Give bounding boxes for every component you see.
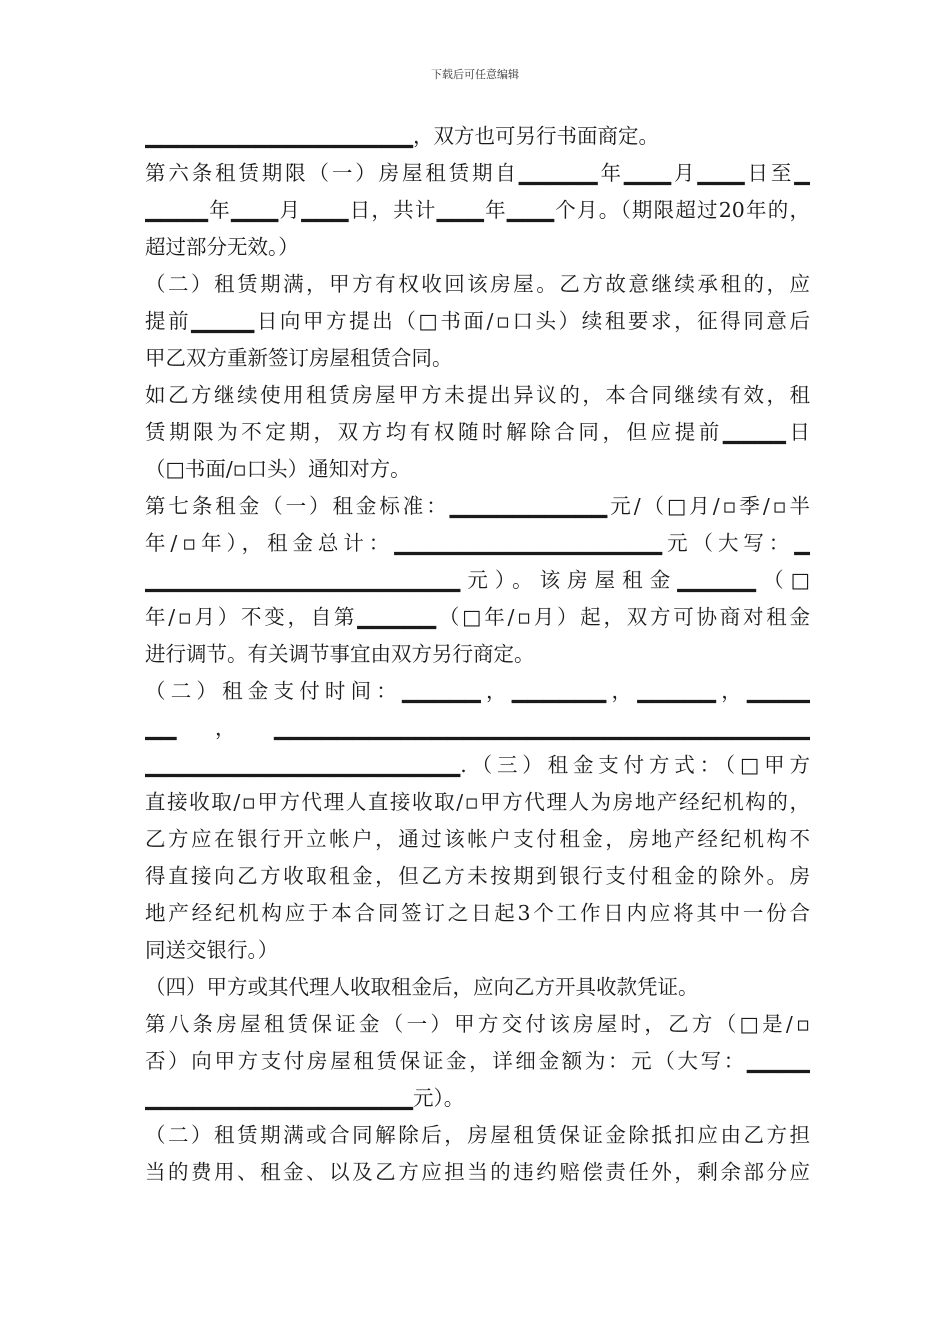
contract-line: 年/▫年），租金总计：▁▁▁▁▁▁▁▁▁▁▁▁▁▁▁▁▁元（大写：▁ bbox=[145, 531, 810, 555]
contract-line: （二）租金支付时间：▁▁▁▁▁，▁▁▁▁▁▁，▁▁▁▁▁，▁▁▁▁ bbox=[145, 679, 810, 703]
contract-line: ▁▁▁▁年▁▁▁月▁▁▁日，共计▁▁▁年▁▁▁个月。（期限超过20年的， bbox=[145, 198, 810, 222]
contract-line: 提前▁▁▁▁日向甲方提出（□书面/▫口头）续租要求，征得同意后 bbox=[145, 309, 810, 333]
contract-line: 第八条房屋租赁保证金（一）甲方交付该房屋时，乙方（□是/▫ bbox=[145, 1012, 810, 1036]
contract-line: （二）租赁期满或合同解除后，房屋租赁保证金除抵扣应由乙方担 bbox=[145, 1123, 810, 1147]
contract-line: 否）向甲方支付房屋租赁保证金，详细金额为：元（大写：▁▁▁▁ bbox=[145, 1049, 810, 1073]
contract-line: 地产经纪机构应于本合同签订之日起3个工作日内应将其中一份合 bbox=[145, 901, 810, 925]
contract-line: 第六条租赁期限（一）房屋租赁期自▁▁▁▁▁年▁▁▁月▁▁▁日至▁ bbox=[145, 161, 810, 185]
contract-line: 乙方应在银行开立帐户，通过该帐户支付租金，房地产经纪机构不 bbox=[145, 827, 810, 851]
contract-line: ▁▁▁▁▁▁▁▁▁▁▁▁▁▁▁▁▁元）。 bbox=[145, 1086, 465, 1110]
contract-line: 赁期限为不定期，双方均有权随时解除合同，但应提前▁▁▁▁日 bbox=[145, 420, 810, 444]
contract-line: （□书面/▫口头）通知对方。 bbox=[145, 457, 411, 481]
contract-line: ▁▁▁▁▁▁▁▁▁▁▁▁▁▁▁▁▁▁▁▁.（三）租金支付方式：（□甲方 bbox=[145, 753, 810, 777]
contract-line: 年/▫月）不变，自第▁▁▁▁▁（□年/▫月）起，双方可协商对租金 bbox=[145, 605, 810, 629]
contract-body bbox=[145, 118, 810, 1191]
contract-line: 当的费用、租金、以及乙方应担当的违约赔偿责任外，剩余部分应 bbox=[145, 1160, 810, 1184]
contract-line: 得直接向乙方收取租金，但乙方未按期到银行支付租金的除外。房 bbox=[145, 864, 810, 888]
contract-line: 直接收取/▫甲方代理人直接收取/▫甲方代理人为房地产经纪机构的， bbox=[145, 790, 810, 814]
contract-line: 甲乙双方重新签订房屋租赁合同。 bbox=[145, 346, 453, 370]
contract-line: ▁▁，▁▁▁▁▁▁▁▁▁▁▁▁▁▁▁▁▁▁▁▁▁▁▁▁▁▁▁▁▁▁▁▁▁▁ bbox=[145, 716, 810, 740]
page-header-note: 下载后可任意编辑 bbox=[431, 68, 519, 81]
contract-line: 第七条租金（一）租金标准：▁▁▁▁▁▁▁▁▁▁元/（□月/▫季/▫半 bbox=[145, 494, 810, 518]
contract-line: 如乙方继续使用租赁房屋甲方未提出异议的，本合同继续有效，租 bbox=[145, 383, 810, 407]
contract-line: （二）租赁期满，甲方有权收回该房屋。乙方故意继续承租的，应 bbox=[145, 272, 810, 296]
contract-line: ▁▁▁▁▁▁▁▁▁▁▁▁▁▁▁▁▁，双方也可另行书面商定。 bbox=[145, 124, 660, 148]
contract-line: （四）甲方或其代理人收取租金后，应向乙方开具收款凭证。 bbox=[145, 975, 699, 999]
contract-line: 同送交银行。） bbox=[145, 938, 279, 962]
contract-line: 进行调节。有关调节事宜由双方另行商定。 bbox=[145, 642, 535, 666]
contract-line: ▁▁▁▁▁▁▁▁▁▁▁▁▁▁▁▁▁▁▁▁元）。该房屋租金▁▁▁▁▁（□ bbox=[145, 568, 810, 592]
contract-line: 超过部分无效。） bbox=[145, 235, 299, 259]
